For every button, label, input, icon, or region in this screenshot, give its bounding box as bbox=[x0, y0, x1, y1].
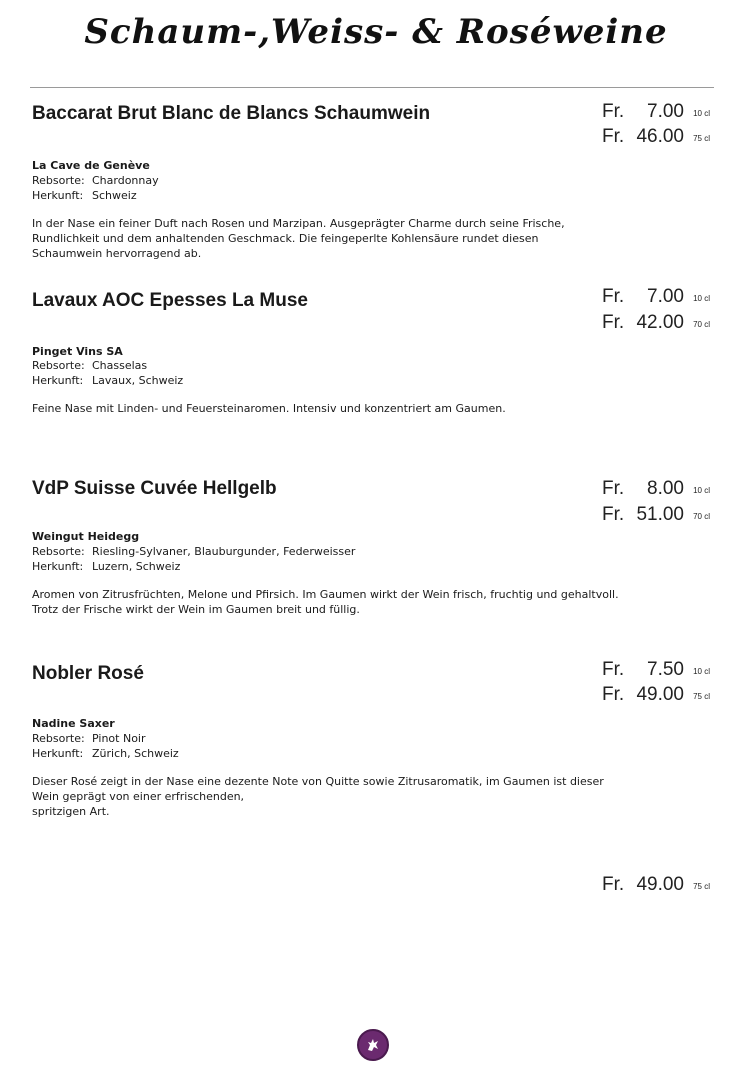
wine-name: Nobler Rosé bbox=[32, 663, 144, 684]
grape-label: Rebsorte: bbox=[32, 359, 85, 372]
wine-grape bbox=[32, 358, 147, 373]
wine-grape bbox=[32, 731, 146, 746]
wine-grape bbox=[32, 544, 355, 559]
price-glass bbox=[602, 101, 712, 125]
grape-label: Rebsorte: bbox=[32, 545, 85, 558]
price-amount: 7.00 bbox=[647, 101, 684, 122]
price-amount: 7.50 bbox=[647, 659, 684, 680]
price-bottle bbox=[602, 504, 712, 528]
price-currency: Fr. bbox=[602, 659, 625, 680]
wine-name: VdP Suisse Cuvée Hellgelb bbox=[32, 478, 277, 499]
price-currency: Fr. bbox=[602, 101, 625, 122]
price-currency: Fr. bbox=[602, 478, 625, 499]
wine-name: Lavaux AOC Epesses La Muse bbox=[32, 290, 308, 311]
price-glass bbox=[602, 659, 712, 683]
price-currency: Fr. bbox=[602, 874, 625, 895]
origin-label: Herkunft: bbox=[32, 560, 84, 573]
origin-label: Herkunft: bbox=[32, 189, 84, 202]
wine-description bbox=[32, 774, 632, 819]
grape-value: Chardonnay bbox=[92, 174, 159, 187]
wine-name: Baccarat Brut Blanc de Blancs Schaumwein bbox=[32, 103, 431, 124]
price-currency: Fr. bbox=[602, 684, 625, 705]
description-line: spritzigen Art. bbox=[32, 805, 110, 818]
price-amount: 8.00 bbox=[647, 478, 684, 499]
price-volume: 75 cl bbox=[693, 134, 710, 143]
wine-description: In der Nase ein feiner Duft nach Rosen und Marzipan. Ausgeprägter Charme durch seine Frische, Rundlichkeit und dem anhaltenden Geschmack. Die feingeperlte Kohlensäure rundet diesen Schaumwein hervorragend ab. bbox=[32, 217, 565, 260]
page-title: Schaum-,Weiss- & Roséweine bbox=[84, 12, 668, 52]
wine-producer: Nadine Saxer bbox=[32, 717, 115, 730]
price-currency: Fr. bbox=[602, 312, 625, 333]
price-bottle bbox=[602, 126, 712, 150]
price-currency: Fr. bbox=[602, 504, 625, 525]
price-volume: 10 cl bbox=[693, 667, 710, 676]
price-bottle bbox=[602, 684, 712, 708]
price-amount: 51.00 bbox=[636, 504, 684, 525]
wine-origin bbox=[32, 559, 180, 574]
price-volume: 75 cl bbox=[693, 692, 710, 701]
origin-label: Herkunft: bbox=[32, 374, 84, 387]
wine-producer: Weingut Heidegg bbox=[32, 530, 140, 543]
origin-label: Herkunft: bbox=[32, 747, 84, 760]
griffin-emblem-icon bbox=[365, 1037, 381, 1053]
price-amount: 7.00 bbox=[647, 286, 684, 307]
price-amount: 49.00 bbox=[636, 874, 684, 895]
origin-value: Schweiz bbox=[92, 189, 137, 202]
price-currency: Fr. bbox=[602, 126, 625, 147]
description-line: Wein geprägt von einer erfrischenden, bbox=[32, 790, 245, 803]
description-line: Dieser Rosé zeigt in der Nase eine dezente Note von Quitte sowie Zitrusaromatik, im Gaumen ist dieser bbox=[32, 775, 604, 788]
origin-value: Lavaux, Schweiz bbox=[92, 374, 184, 387]
wine-description: Aromen von Zitrusfrüchten, Melone und Pfirsich. Im Gaumen wirkt der Wein frisch, fruchtig und gehaltvoll. Trotz der Frische wirkt der Wein im Gaumen breit und füllig. bbox=[32, 588, 619, 616]
price-volume: 70 cl bbox=[693, 320, 710, 329]
price-bottle bbox=[602, 312, 712, 336]
grape-value: Chasselas bbox=[92, 359, 148, 372]
price-glass bbox=[602, 286, 712, 310]
header-divider bbox=[30, 87, 714, 88]
wine-description: Feine Nase mit Linden- und Feuersteinaromen. Intensiv und konzentriert am Gaumen. bbox=[32, 402, 506, 415]
price-volume: 70 cl bbox=[693, 512, 710, 521]
price-amount: 46.00 bbox=[636, 126, 684, 147]
grape-value: Pinot Noir bbox=[92, 732, 146, 745]
price-extra bbox=[602, 874, 712, 898]
origin-value: Zürich, Schweiz bbox=[92, 747, 179, 760]
wine-producer: Pinget Vins SA bbox=[32, 345, 123, 358]
wine-origin bbox=[32, 373, 183, 388]
wine-grape bbox=[32, 173, 159, 188]
price-currency: Fr. bbox=[602, 286, 625, 307]
price-glass bbox=[602, 478, 712, 502]
price-amount: 49.00 bbox=[636, 684, 684, 705]
grape-label: Rebsorte: bbox=[32, 174, 85, 187]
wine-origin bbox=[32, 746, 179, 761]
price-volume: 10 cl bbox=[693, 294, 710, 303]
grape-value: Riesling-Sylvaner, Blauburgunder, Federweisser bbox=[92, 545, 356, 558]
wine-producer: La Cave de Genève bbox=[32, 159, 150, 172]
price-volume: 10 cl bbox=[693, 486, 710, 495]
price-amount: 42.00 bbox=[636, 312, 684, 333]
wine-origin bbox=[32, 188, 137, 203]
price-volume: 10 cl bbox=[693, 109, 710, 118]
origin-value: Luzern, Schweiz bbox=[92, 560, 181, 573]
grape-label: Rebsorte: bbox=[32, 732, 85, 745]
price-volume: 75 cl bbox=[693, 882, 710, 891]
griffin-logo-icon bbox=[357, 1029, 389, 1061]
